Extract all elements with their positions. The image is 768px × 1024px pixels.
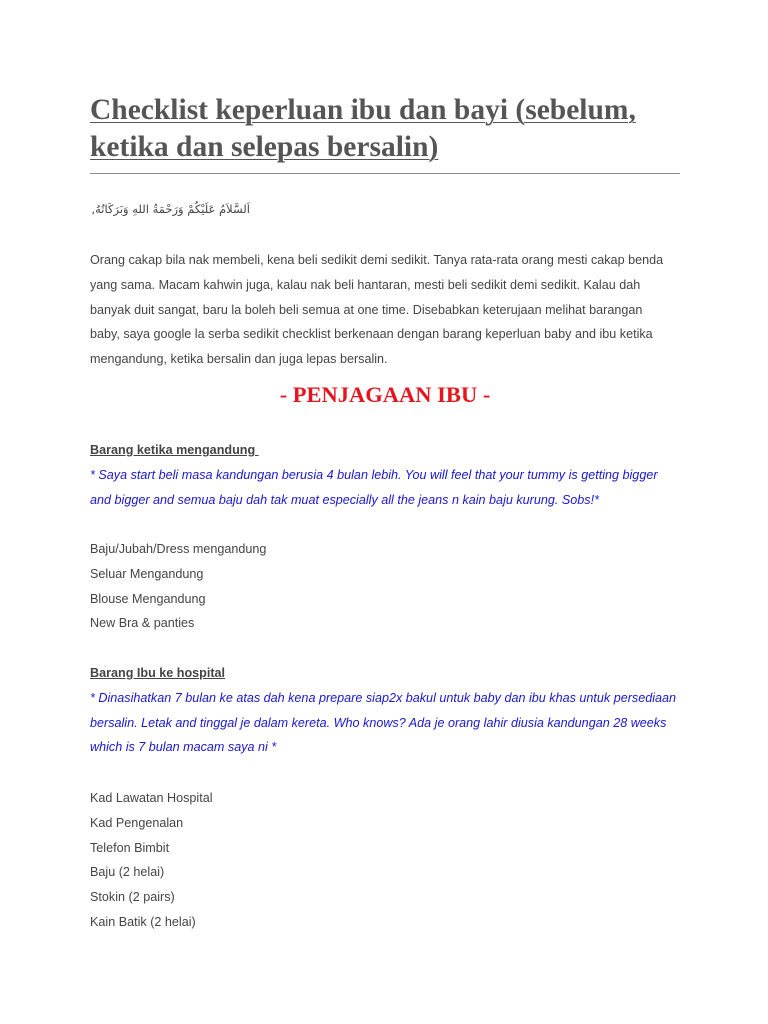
page-title: Checklist keperluan ibu dan bayi (sebelum, ketika dan selepas bersalin): [90, 94, 636, 163]
list-item: Telefon Bimbit: [90, 840, 170, 855]
list-item: Kain Batik (2 helai): [90, 914, 196, 929]
list-item: New Bra & panties: [90, 616, 195, 631]
section-heading: - PENJAGAAN IBU -: [279, 382, 491, 407]
greeting-text: اَلسَّلاَمُ عَلَيْكُمْ وَرَحْمَةُ اللهِ وَبَرَكَاتُهُ,: [91, 202, 250, 216]
list-item: Kad Pengenalan: [90, 815, 184, 830]
subsection-note: * Dinasihatkan 7 bulan ke atas dah kena prepare siap2x bakul untuk baby dan ibu khas untuk persediaan bersalin. Letak and tinggal je dalam kereta. Who knows? Ada je orang lahir diusia kandungan 28 weeks which is 7 bulan macam saya ni *: [90, 690, 677, 755]
intro-paragraph: Orang cakap bila nak membeli, kena beli sedikit demi sedikit. Tanya rata-rata orang mesti cakap benda yang sama. Macam kahwin juga, kalau nak beli hantaran, mesti beli sedikit demi sedikit. Kalau dah banyak duit sangat, baru la boleh beli semua at one time. Disebabkan keterujaan melihat barangan baby, saya google la serba sedikit checklist berkenaan dengan barang keperluan baby and ibu ketika mengandung, ketika bersalin dan juga lepas bersalin.: [90, 253, 664, 367]
subsection-title: Barang ketika mengandung: [90, 443, 259, 457]
subsection-note: * Saya start beli masa kandungan berusia 4 bulan lebih. You will feel that your tummy is getting bigger and bigger and semua baju dah tak muat especially all the jeans n kain baju kurung. Sobs!*: [90, 467, 658, 507]
list-item: Blouse Mengandung: [90, 591, 206, 606]
subsection-hospital: [90, 661, 680, 760]
subsection-pregnancy: [90, 438, 680, 512]
item-list-pregnancy: [90, 537, 680, 636]
item-list-hospital: [90, 786, 680, 935]
list-item: Baju (2 helai): [90, 865, 165, 880]
list-item: Baju/Jubah/Dress mengandung: [90, 542, 267, 556]
title-divider: [90, 173, 680, 174]
list-item: Stokin (2 pairs): [90, 890, 175, 905]
subsection-title: Barang Ibu ke hospital: [90, 666, 226, 680]
list-item: Seluar Mengandung: [90, 566, 204, 581]
list-item: Kad Lawatan Hospital: [90, 791, 213, 805]
